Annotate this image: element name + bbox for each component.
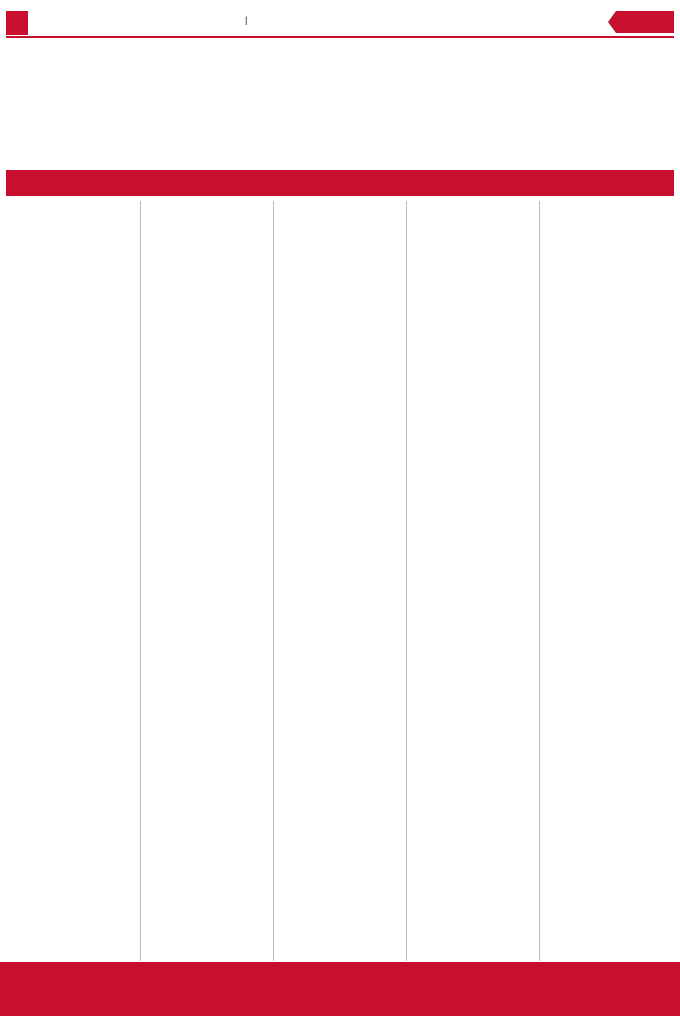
continued-banner [6, 170, 674, 196]
section-tag-notch [608, 11, 616, 33]
imprint-footer [0, 962, 680, 1016]
masthead-rule [6, 36, 674, 38]
dateline-separator: | [245, 15, 248, 25]
column-rule [539, 201, 540, 961]
continued-stories [8, 201, 672, 961]
masthead [0, 0, 680, 40]
page-number [6, 11, 28, 35]
column-rule [273, 201, 274, 961]
column-rule [140, 201, 141, 961]
column-rule [406, 201, 407, 961]
dateline [245, 15, 247, 25]
section-tag [616, 11, 674, 33]
lead-story-body [8, 72, 672, 168]
